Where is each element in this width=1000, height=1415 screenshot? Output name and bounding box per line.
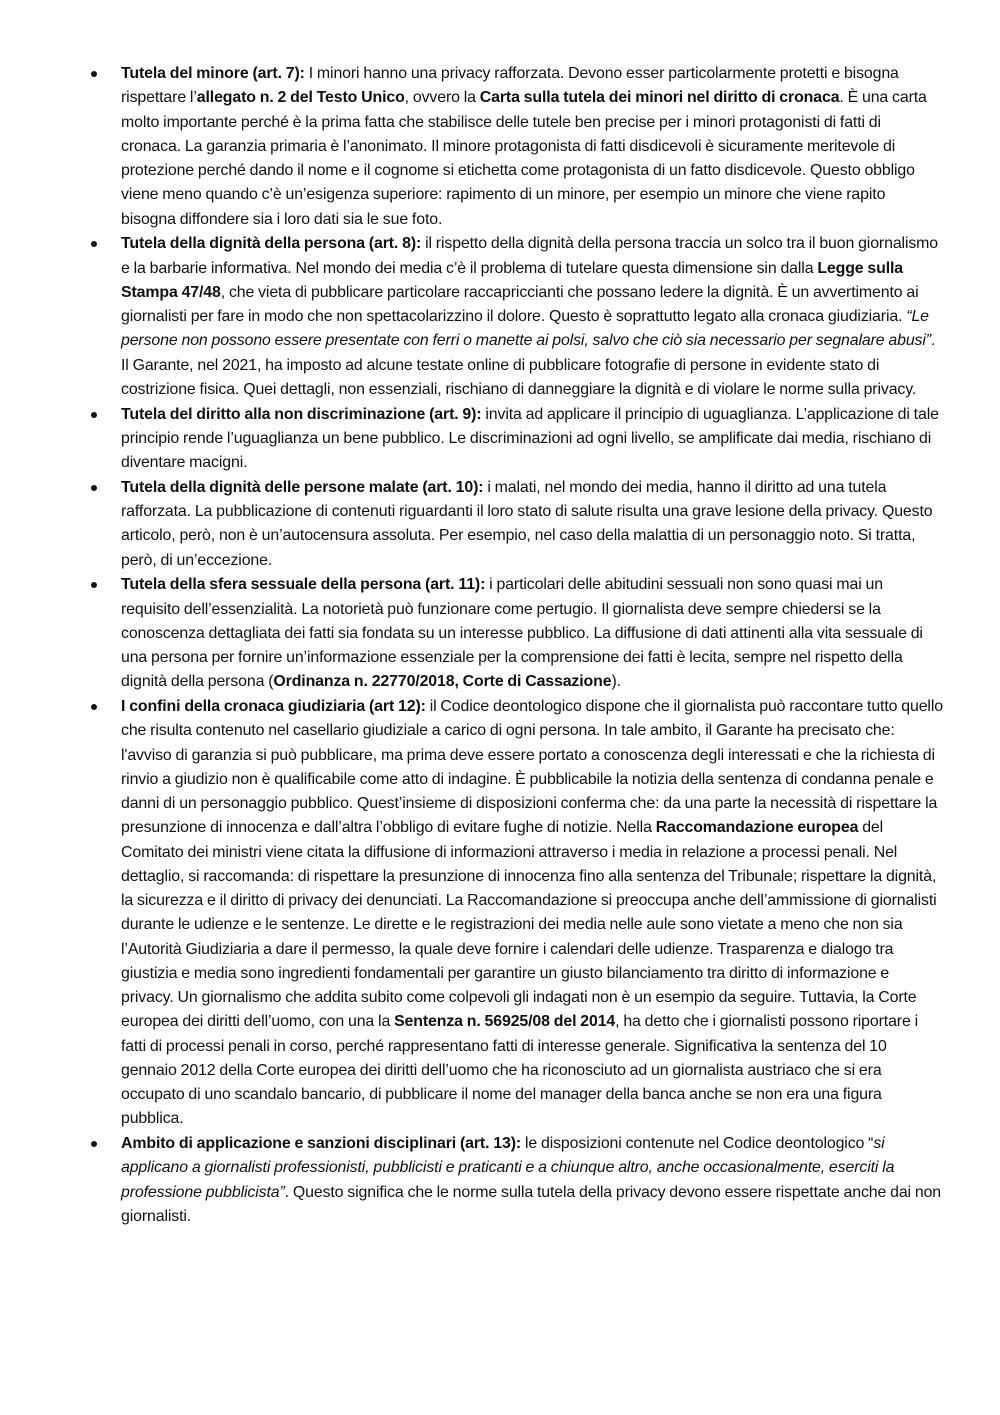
bullet-list — [121, 62, 943, 1230]
list-item — [121, 695, 943, 1132]
bullet-icon — [91, 71, 97, 77]
list-item — [121, 62, 943, 232]
item-text: Ambito di applicazione e sanzioni disciplinari (art. 13): le disposizioni contenute nel Codice deontologico “si applicano a giornalisti professionisti, pubblicisti e praticanti e a chiunque altro, anche occasionalmente, eserciti la professione pubblicista”. Questo significa che le norme sulla tutela della privacy devono essere rispettate anche dai non giornalisti. — [121, 1135, 942, 1225]
list-item — [121, 1132, 943, 1229]
bullet-icon — [91, 412, 97, 418]
list-item — [121, 573, 943, 694]
item-text: Tutela della sfera sessuale della persona (art. 11): i particolari delle abitudini sessuali non sono quasi mai un requisito dell’essenzialità. La notorietà può funzionare come pertugio. Il giornalista deve sempre chiedersi se la conoscenza dettagliata dei fatti sia fondata su un interesse pubblico. La diffusione di dati attinenti alla vita sessuale di una persona per fornire un’informazione essenziale per la comprensione dei fatti è lecita, sempre nel rispetto della dignità della persona (Ordinanza n. 22770/2018, Corte di Cassazione). — [121, 576, 923, 691]
item-text: I confini della cronaca giudiziaria (art 12): il Codice deontologico dispone che il giornalista può raccontare tutto quello che risulta contenuto nel casellario giudiziale a carico di ogni persona. In tale ambito, il Garante ha precisato che: l'avviso di garanzia si può pubblicare, ma prima deve essere portato a conoscenza degli interessati e che la richiesta di rinvio a giudizio non è qualificabile come atto di indagine. È pubblicabile la notizia della sentenza di condanna penale e danni di un personaggio pubblico. Quest’insieme di disposizioni conferma che: da una parte la necessità di rispettare la presunzione di innocenza e dall’altra l’obbligo di evitare fughe di notizie. Nella Raccomandazione europea del Comitato dei ministri viene citata la diffusione di informazioni attraverso i media in relazione a processi penali. Nel dettaglio, si raccomanda: di rispettare la presunzione di innocenza fino alla sentenza del Tribunale; rispettare la dignità, la sicurezza e il diritto di privacy dei denunciati. La Raccomandazione si preoccupa anche dell’ammissione di giornalisti durante le udienze e le sentenze. Le dirette e le registrazioni dei media nelle aule sono vietate a meno che non sia l’Autorità Giudiziaria a dare il permesso, la quale deve fornire i calendari delle udienze. Trasparenza e dialogo tra giustizia e media sono ingredienti fondamentali per garantire un giusto bilanciamento tra diritto di informazione e privacy. Un giornalismo che addita subito come colpevoli gli indagati non è un esempio da seguire. Tuttavia, la Corte europea dei diritti dell’uomo, con una la Sentenza n. 56925/08 del 2014, ha detto che i giornalisti possono riportare i fatti di processi penali in corso, perché rappresentano fatti di interesse generale. Significativa la sentenza del 10 gennaio 2012 della Corte europea dei diritti dell’uomo che ha riconosciuto ad un giornalista austriaco che si era occupato di uno scandalo bancario, di pubblicare il nome del manager della banca anche se non era una figura pubblica. — [121, 698, 943, 1128]
item-text: Tutela del minore (art. 7): I minori hanno una privacy rafforzata. Devono esser particolarmente protetti e bisogna rispettare l’allegato n. 2 del Testo Unico, ovvero la Carta sulla tutela dei minori nel diritto di cronaca. È una carta molto importante perché è la prima fatta che stabilisce delle tutele ben precise per i minori protagonisti di fatti di cronaca. La garanzia primaria è l’anonimato. Il minore protagonista di fatti disdicevoli è sicuramente meritevole di protezione perché dando il nome e il cognome si etichetta come protagonista di un fatto disdicevole. Questo obbligo viene meno quando c’è un’esigenza superiore: rapimento di un minore, per esempio un minore che viene rapito bisogna diffondere sia i loro dati sia le sue foto. — [121, 65, 927, 228]
item-text: Tutela della dignità delle persone malate (art. 10): i malati, nel mondo dei media, hanno il diritto ad una tutela rafforzata. La pubblicazione di contenuti riguardanti il loro stato di salute risulta una grave lesione della privacy. Questo articolo, però, non è un’autocensura assoluta. Per esempio, nel caso della malattia di un personaggio noto. Si tratta, però, di un’eccezione. — [121, 478, 933, 569]
bullet-icon — [91, 582, 97, 588]
bullet-icon — [91, 1141, 97, 1147]
list-item — [121, 403, 943, 476]
bullet-icon — [91, 241, 97, 247]
bullet-icon — [91, 704, 97, 710]
item-text: Tutela della dignità della persona (art. 8): il rispetto della dignità della persona traccia un solco tra il buon giornalismo e la barbarie informativa. Nel mondo dei media c’è il problema di tutelare questa dimensione sin dalla Legge sulla Stampa 47/48, che vieta di pubblicare particolare raccapriccianti che possano ledere la dignità. È un avvertimento ai giornalisti per fare in modo che non spettacolarizzino il dolore. Questo è soprattutto legato alla cronaca giudiziaria. “Le persone non possono essere presentate con ferri o manette ai polsi, salvo che ciò sia necessario per segnalare abusi”. Il Garante, nel 2021, ha imposto ad alcune testate online di pubblicare fotografie di persone in evidente stato di costrizione fisica. Quei dettagli, non essenziali, rischiano di danneggiare la dignità e di violare le norme sulla privacy. — [121, 235, 939, 398]
list-item — [121, 232, 943, 402]
bullet-icon — [91, 485, 97, 491]
list-item — [121, 476, 943, 573]
item-text: Tutela del diritto alla non discriminazione (art. 9): invita ad applicare il principio di uguaglianza. L’applicazione di tale principio rende l’uguaglianza un bene pubblico. Le discriminazioni ad ogni livello, se amplificate dai media, rischiano di diventare macigni. — [121, 405, 939, 471]
